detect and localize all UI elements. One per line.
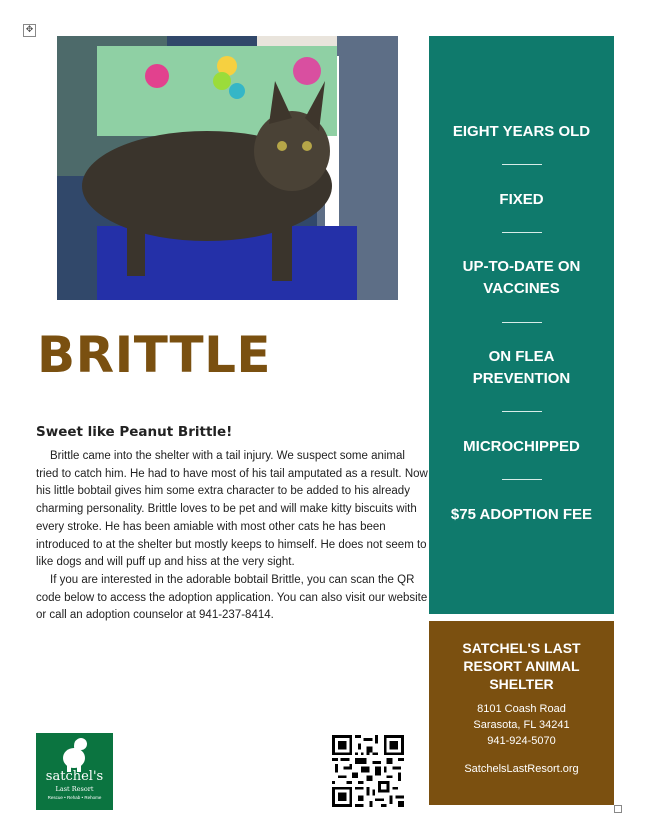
resize-handle[interactable] (614, 805, 622, 813)
fact-separator (502, 164, 542, 165)
table-move-handle[interactable]: ✥ (23, 24, 36, 37)
qr-code[interactable] (332, 735, 404, 807)
logo-name: satchel's (45, 769, 104, 784)
fact-separator (502, 232, 542, 233)
shelter-phone: 941-924-5070 (487, 735, 556, 747)
shelter-logo (36, 733, 113, 810)
fact-fixed: FIXED (499, 191, 544, 208)
fact-flea-prevention: ON FLEA PREVENTION (472, 348, 571, 387)
pet-headline: Sweet like Peanut Brittle! (36, 424, 233, 440)
fact-microchipped: MICROCHIPPED (463, 438, 580, 455)
story-paragraph-2: If you are interested in the adorable bobtail Brittle, you can scan the QR code below to access the adoption application. You can also visit our website or call an adoption counselor at 941-237-8414. (36, 573, 428, 622)
pet-story (36, 424, 428, 625)
fact-adoption-fee: $75 ADOPTION FEE (450, 506, 593, 523)
story-paragraph-1: Brittle came into the shelter with a tail injury. We suspect some animal tried to catch him. He had to have most of his tail amputated as a result. Now his little bobtail gives him some extra character to be added to his already charming personality. Brittle loves to be pet and will make kitty biscuits with every stroke. He has been amiable with most other cats he has been introduced to at the shelter but mostly keeps to himself. He does not seem to like dogs and will puff up and hiss at the very sight. (36, 450, 428, 569)
shelter-website[interactable]: SatchelsLastResort.org (464, 763, 579, 775)
logo-tagline: Rescue • Rehab • Rehome (47, 795, 102, 800)
shelter-name: SATCHEL'S LAST RESORT ANIMAL SHELTER (462, 640, 581, 692)
facts-panel (429, 36, 614, 614)
fact-separator (502, 411, 542, 412)
shelter-address-line1: 8101 Coash Road (477, 703, 566, 715)
shelter-info-panel (429, 621, 614, 805)
shelter-address-line2: Sarasota, FL 34241 (473, 719, 570, 731)
fact-age: EIGHT YEARS OLD (452, 123, 591, 140)
fact-vaccines: UP-TO-DATE ON VACCINES (462, 258, 581, 297)
fact-separator (502, 322, 542, 323)
pet-name-title: BRITTLE (37, 326, 272, 384)
dog-icon (36, 733, 113, 773)
cat-photo (57, 36, 398, 300)
logo-subtitle: Last Resort (55, 785, 94, 793)
fact-separator (502, 479, 542, 480)
